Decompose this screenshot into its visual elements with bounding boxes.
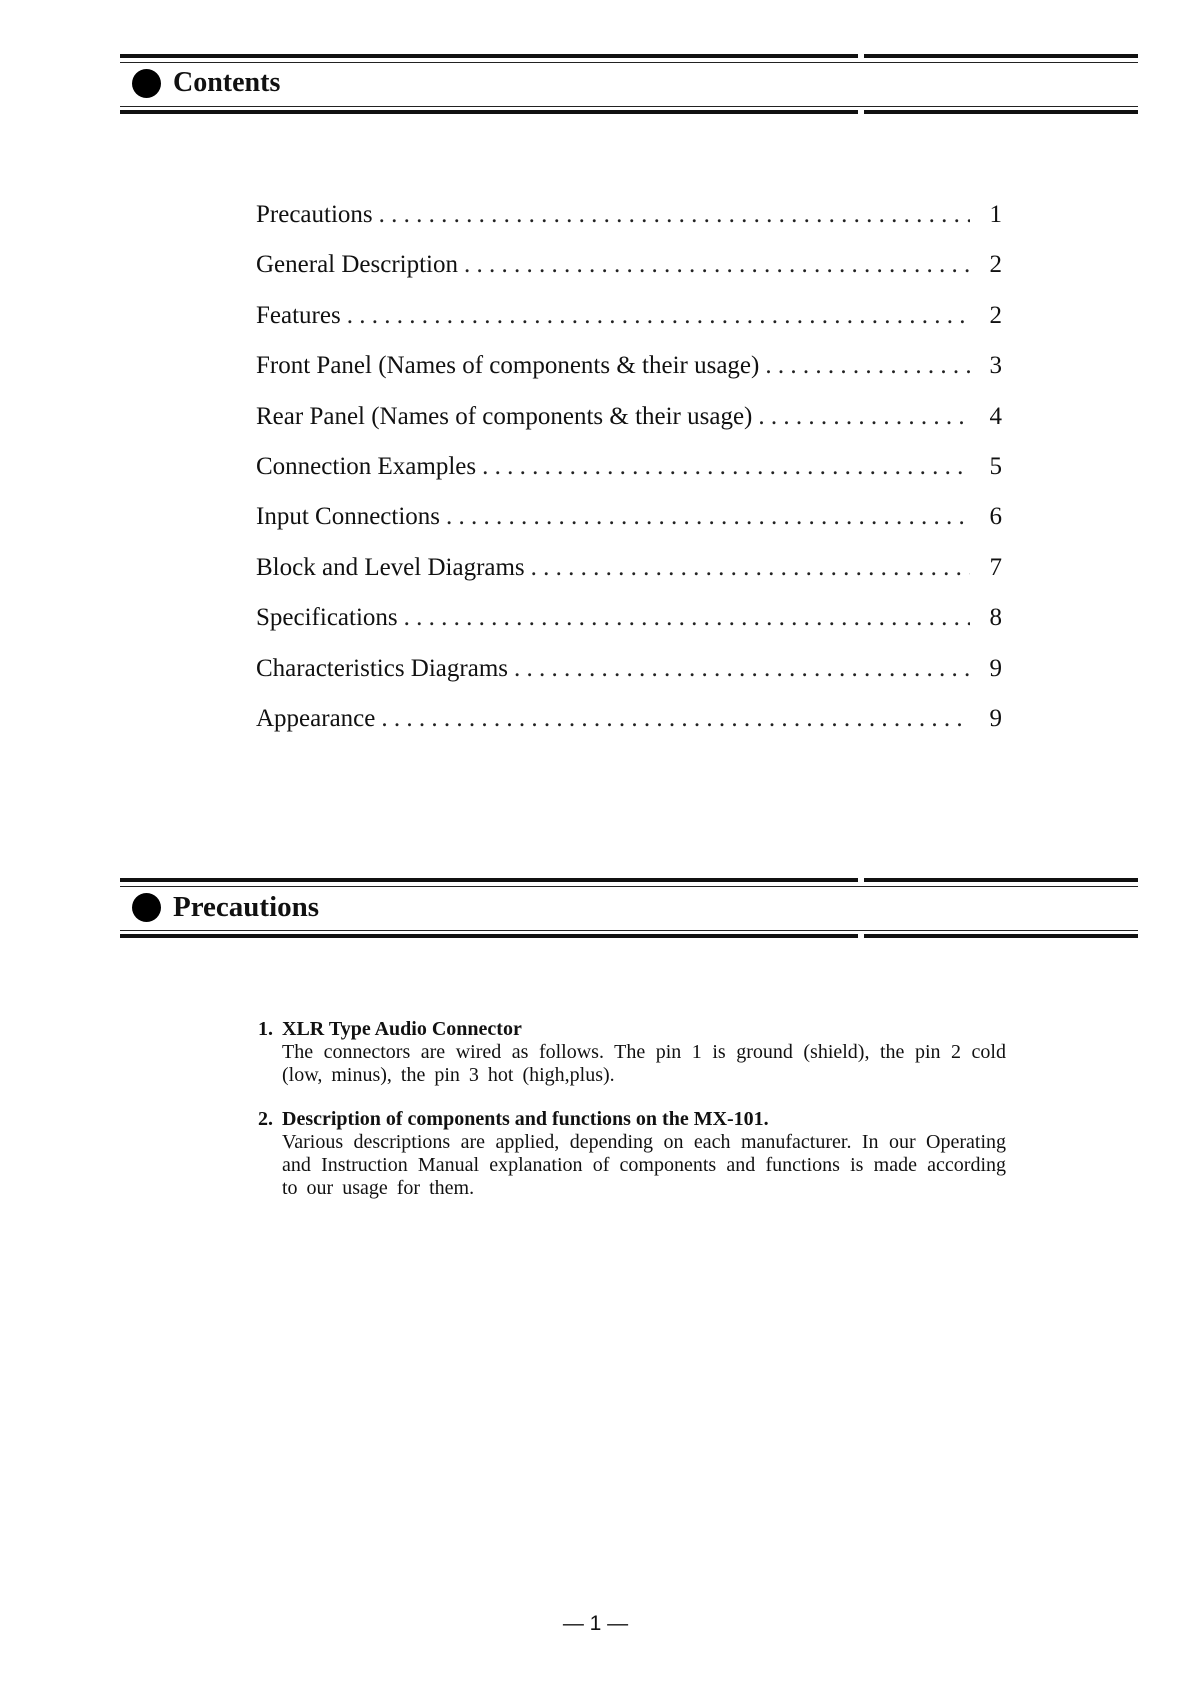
table-of-contents <box>256 200 1002 754</box>
note-title-text: Description of components and functions on the MX-101. <box>282 1108 769 1130</box>
toc-page: 2 <box>989 301 1002 329</box>
toc-page: 7 <box>989 553 1002 581</box>
toc-leader-dots <box>379 200 970 230</box>
precautions-header <box>120 878 1138 940</box>
toc-entry[interactable] <box>256 603 1002 653</box>
toc-leader-dots <box>758 402 970 432</box>
toc-leader-dots <box>404 603 970 633</box>
toc-leader-dots <box>446 502 970 532</box>
toc-entry[interactable] <box>256 402 1002 452</box>
precaution-note <box>258 1108 1006 1200</box>
toc-label: Features <box>256 301 341 329</box>
toc-label: General Description <box>256 251 459 279</box>
note-title <box>258 1108 1006 1131</box>
bullet-icon <box>132 69 161 98</box>
toc-leader-dots <box>381 704 970 734</box>
toc-page: 3 <box>989 352 1002 380</box>
toc-entry[interactable] <box>256 704 1002 754</box>
precaution-notes <box>258 1018 1006 1221</box>
header-rule <box>864 878 1138 882</box>
toc-label: Specifications <box>256 604 398 632</box>
contents-title-group <box>132 68 280 98</box>
note-body: Various descriptions are applied, depending on each manufacturer. In our Operating and Instruction Manual explanation of components and functions is made according to our usage for them. <box>282 1131 1006 1199</box>
note-title-text: XLR Type Audio Connector <box>282 1018 522 1040</box>
header-rule <box>120 930 1138 931</box>
toc-entry[interactable] <box>256 250 1002 300</box>
toc-label: Input Connections <box>256 503 441 531</box>
toc-entry[interactable] <box>256 452 1002 502</box>
toc-page: 2 <box>989 251 1002 279</box>
page-number: — 1 — <box>562 1612 629 1635</box>
note-title <box>258 1018 1006 1041</box>
precautions-title-group <box>132 892 319 922</box>
header-rule <box>120 934 858 938</box>
toc-page: 4 <box>989 402 1002 430</box>
toc-leader-dots <box>482 452 970 482</box>
toc-leader-dots <box>531 553 970 583</box>
toc-entry[interactable] <box>256 200 1002 250</box>
toc-leader-dots <box>347 301 970 331</box>
toc-page: 1 <box>989 201 1002 228</box>
header-rule <box>864 54 1138 58</box>
note-number: 2. <box>258 1108 273 1130</box>
toc-label: Precautions <box>256 201 373 228</box>
toc-label: Block and Level Diagrams <box>256 553 525 581</box>
toc-leader-dots <box>514 654 970 684</box>
toc-page: 9 <box>989 704 1002 732</box>
toc-leader-dots <box>765 351 970 381</box>
toc-label: Front Panel (Names of components & their usage) <box>256 352 760 380</box>
header-rule <box>120 886 1138 887</box>
note-number: 1. <box>258 1018 273 1040</box>
header-rule <box>120 54 858 58</box>
toc-label: Connection Examples <box>256 452 477 480</box>
header-rule <box>864 110 1138 114</box>
toc-entry[interactable] <box>256 502 1002 552</box>
toc-label: Appearance <box>256 704 376 732</box>
toc-label: Rear Panel (Names of components & their usage) <box>256 402 753 430</box>
toc-label: Characteristics Diagrams <box>256 654 508 682</box>
toc-page: 6 <box>989 503 1002 531</box>
precautions-title: Precautions <box>173 891 320 923</box>
header-rule <box>120 62 1138 63</box>
toc-leader-dots <box>464 250 970 280</box>
toc-entry[interactable] <box>256 553 1002 603</box>
toc-entry[interactable] <box>256 351 1002 401</box>
toc-entry[interactable] <box>256 301 1002 351</box>
bullet-icon <box>132 893 161 922</box>
contents-title: Contents <box>173 67 281 98</box>
header-rule <box>120 106 1138 107</box>
header-rule <box>120 878 858 882</box>
contents-header <box>120 54 1138 116</box>
toc-page: 9 <box>989 654 1002 682</box>
header-rule <box>120 110 858 114</box>
note-body: The connectors are wired as follows. The pin 1 is ground (shield), the pin 2 cold (low, minus), the pin 3 hot (high,plus). <box>282 1041 1006 1086</box>
toc-page: 5 <box>989 452 1002 480</box>
toc-page: 8 <box>989 604 1002 632</box>
precaution-note <box>258 1018 1006 1087</box>
header-rule <box>864 934 1138 938</box>
toc-entry[interactable] <box>256 654 1002 704</box>
